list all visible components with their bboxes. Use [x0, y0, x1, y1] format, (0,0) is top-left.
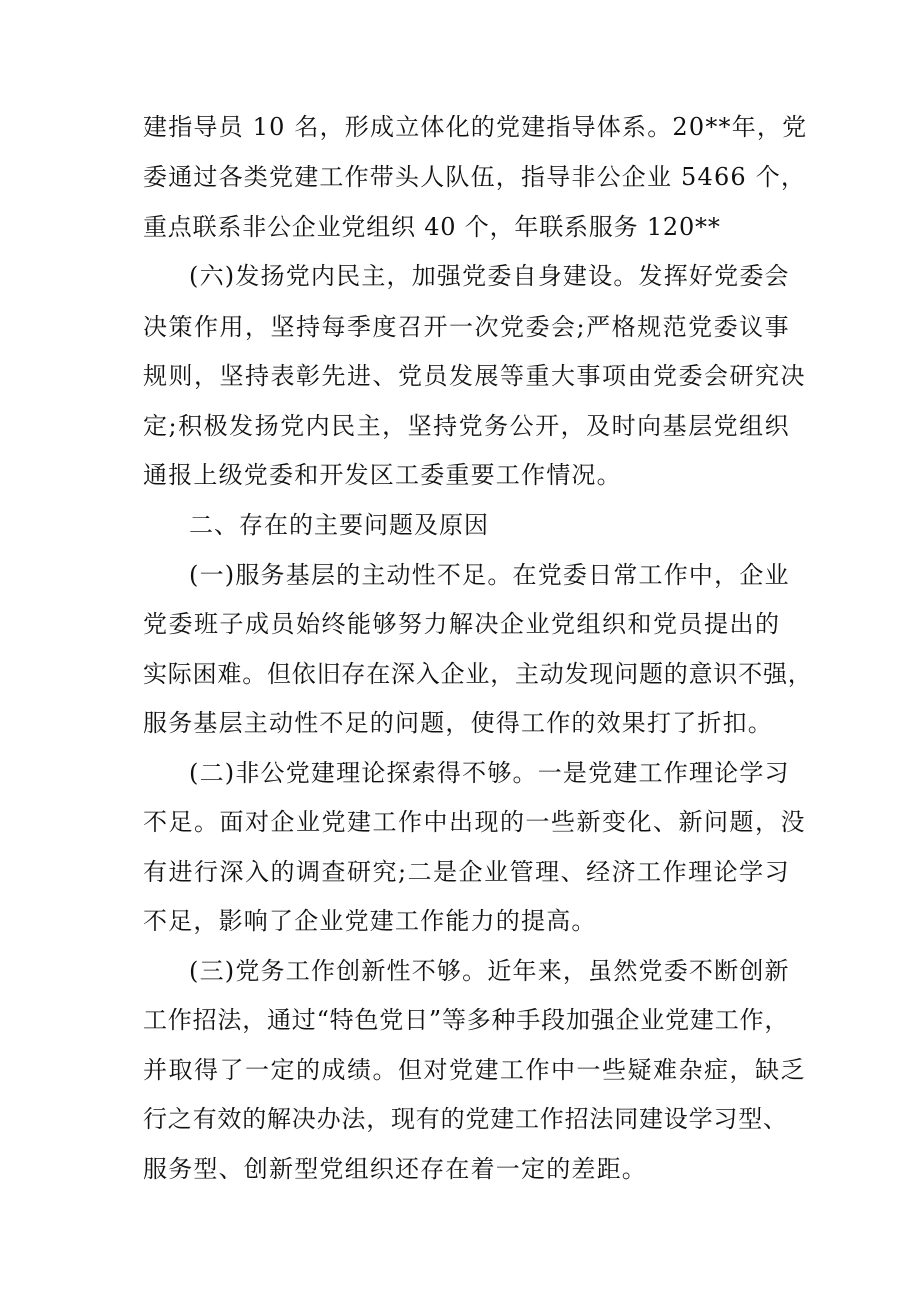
- text-line-15: 不足。面对企业党建工作中出现的一些新变化、新问题，没: [143, 808, 806, 836]
- paragraph-line: [0, 1050, 920, 1090]
- paragraph-line: [0, 207, 920, 247]
- text-line-5: 决策作用，坚持每季度召开一次党委会;严格规范党委议事: [143, 313, 791, 341]
- paragraph-line: [0, 802, 920, 842]
- paragraph-line: [0, 654, 920, 694]
- paragraph-line: [0, 951, 920, 991]
- text-line-12: 实际困难。但依旧存在深入企业，主动发现问题的意识不强，: [143, 660, 813, 688]
- paragraph-line: [0, 455, 920, 495]
- subsection-two-heading: (二)非公党建理论探索得不够。一是党建工作理论学习: [189, 759, 790, 787]
- text-line-22: 服务型、创新型党组织还存在着一定的差距。: [143, 1155, 647, 1183]
- section-heading-line: [0, 505, 920, 545]
- text-line-11: 党委班子成员始终能够努力解决企业党组织和党员提出的: [143, 610, 781, 638]
- subsection-three-heading: (三)党务工作创新性不够。近年来，虽然党委不断创新: [189, 957, 790, 985]
- paragraph-line: [0, 852, 920, 892]
- section-six-heading: (六)发扬党内民主，加强党委自身建设。发挥好党委会: [189, 262, 790, 290]
- paragraph-line: [0, 1099, 920, 1139]
- paragraph-line: [0, 1000, 920, 1040]
- text-line-2: 委通过各类党建工作带头人队伍，指导非公企业 5466 个，: [143, 163, 807, 191]
- paragraph-line: [0, 307, 920, 347]
- text-line-1: 建指导员 10 名，形成立体化的党建指导体系。20**年，党: [143, 113, 808, 141]
- text-line-19: 工作招法，通过“特色党日”等多种手段加强企业党建工作，: [143, 1006, 790, 1034]
- paragraph-line: [0, 703, 920, 743]
- paragraph-line: [0, 901, 920, 941]
- paragraph-line: [0, 1149, 920, 1189]
- text-line-21: 行之有效的解决办法，现有的党建工作招法同建设学习型、: [143, 1105, 788, 1133]
- paragraph-line: [0, 406, 920, 446]
- text-line-13: 服务基层主动性不足的问题，使得工作的效果打了折扣。: [143, 709, 773, 737]
- paragraph-line: [0, 356, 920, 396]
- text-line-8: 通报上级党委和开发区工委重要工作情况。: [143, 461, 622, 489]
- text-line-3: 重点联系非公企业党组织 40 个，年联系服务 120**: [143, 213, 721, 241]
- text-line-6: 规则，坚持表彰先进、党员发展等重大事项由党委会研究决: [143, 362, 806, 390]
- text-line-16: 有进行深入的调查研究;二是企业管理、经济工作理论学习: [143, 858, 791, 886]
- text-line-7: 定;积极发扬党内民主，坚持党务公开，及时向基层党组织: [143, 412, 791, 440]
- paragraph-line: [0, 256, 920, 296]
- subsection-one-heading: (一)服务基层的主动性不足。在党委日常工作中，企业: [189, 561, 790, 589]
- paragraph-line: [0, 555, 920, 595]
- paragraph-line: [0, 753, 920, 793]
- paragraph-line: [0, 107, 920, 147]
- section-two-heading: 二、存在的主要问题及原因: [189, 511, 489, 539]
- text-line-20: 并取得了一定的成绩。但对党建工作中一些疑难杂症，缺乏: [143, 1056, 806, 1084]
- paragraph-line: [0, 604, 920, 644]
- text-line-17: 不足，影响了企业党建工作能力的提高。: [143, 907, 597, 935]
- paragraph-line: [0, 157, 920, 197]
